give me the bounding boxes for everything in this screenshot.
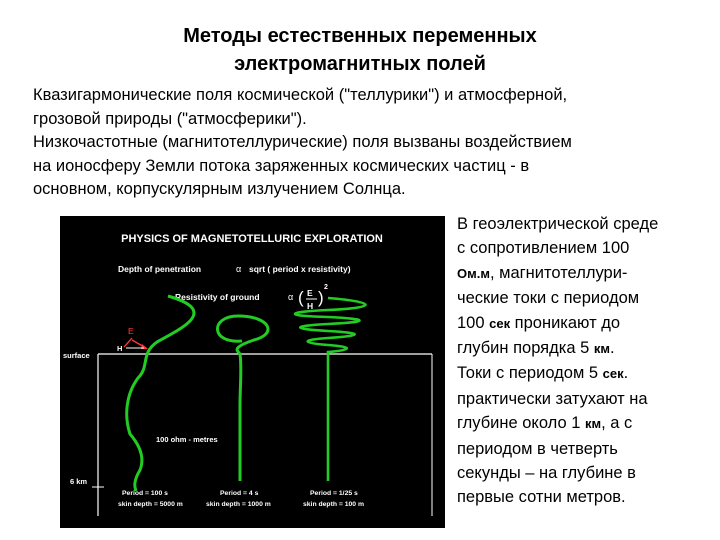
unit-sec-1: сек (489, 315, 511, 331)
side-line-12: первые сотни метров. (457, 488, 626, 507)
depth-label: Depth of penetration (118, 264, 202, 274)
close-paren: ) (318, 288, 324, 307)
intro-text (33, 84, 713, 202)
wave-period-1-25s (295, 298, 366, 481)
side-line-3-rest: , магнитотеллури- (489, 263, 628, 282)
resistivity-E: E (307, 288, 313, 298)
caption-1-depth: skin depth = 5000 m (118, 501, 183, 508)
resistivity-exponent: 2 (324, 284, 328, 291)
caption-1-period: Period = 100 s (122, 490, 168, 497)
unit-sec-2: сек (602, 366, 624, 382)
unit-km-2: км (585, 416, 602, 432)
proportional-symbol-1: α (236, 264, 242, 274)
surface-label: surface (63, 351, 90, 360)
slide-title (0, 22, 720, 78)
side-line-5-c: проникают до (510, 313, 621, 332)
side-line-6-a: глубин порядка 5 (457, 339, 594, 358)
side-text (457, 212, 719, 510)
side-line-3 (457, 261, 719, 286)
side-line-4: ческие токи с периодом (457, 289, 640, 308)
side-line-6 (457, 336, 719, 361)
side-line-7-a: Токи с периодом 5 (457, 364, 603, 383)
wave-period-100s (127, 296, 194, 491)
open-paren: ( (298, 288, 304, 307)
side-line-10: периодом в четверть (457, 439, 618, 458)
caption-2-depth: skin depth = 1000 m (206, 501, 271, 508)
mt-exploration-figure (60, 216, 445, 528)
intro-line-1: Квазигармонические поля космической ("теллурики") и атмосферной, (33, 86, 568, 104)
side-line-7-c: . (623, 364, 629, 383)
e-field-arrow-icon (124, 338, 132, 347)
h-field-label: H (117, 344, 123, 353)
intro-line-2: грозовой природы ("атмосферики"). (33, 109, 307, 128)
mt-figure-svg (60, 216, 445, 528)
slide-title-line-2: электромагнитных полей (234, 53, 486, 75)
intro-line-4: на ионосферу Земли потока заряженных космических частиц - в (33, 156, 530, 175)
e-field-label: E (128, 326, 134, 336)
side-line-9-c: , а с (601, 414, 633, 433)
depth-formula: sqrt ( period x resistivity) (249, 264, 351, 274)
side-line-9-a: глубине около 1 (457, 414, 585, 433)
depth-6km-label: 6 km (70, 477, 88, 486)
resistivity-annotation: 100 ohm - metres (156, 435, 218, 444)
proportional-symbol-2: α (288, 292, 294, 302)
side-line-1: В геоэлектрической среде (457, 215, 659, 233)
resistivity-H: H (307, 301, 314, 311)
caption-2-period: Period = 4 s (220, 490, 259, 497)
unit-km-1: км (593, 341, 610, 357)
figure-title: PHYSICS OF MAGNETOTELLURIC EXPLORATION (121, 233, 383, 245)
caption-3-depth: skin depth = 100 m (303, 501, 365, 508)
side-line-9 (457, 411, 719, 436)
intro-line-3: Низкочастотные (магнитотеллурические) поля вызваны воздействием (33, 133, 572, 151)
side-line-2: с сопротивлением 100 (457, 239, 630, 258)
wave-period-4s (217, 316, 267, 481)
side-line-11: секунды – на глубине в (457, 464, 636, 483)
caption-3-period: Period = 1/25 s (310, 490, 358, 497)
unit-ohm-m: Ом.м (457, 265, 490, 281)
slide-title-line-1: Методы естественных переменных (183, 25, 537, 47)
intro-line-5: основном, корпускулярным излучением Солнца. (33, 180, 406, 198)
side-line-5-a: 100 (457, 313, 490, 332)
side-line-5 (457, 311, 719, 336)
side-line-8: практически затухают на (457, 389, 648, 408)
side-line-7 (457, 361, 719, 386)
resistivity-label: Resistivity of ground (175, 292, 260, 302)
side-line-6-c: . (609, 339, 615, 358)
